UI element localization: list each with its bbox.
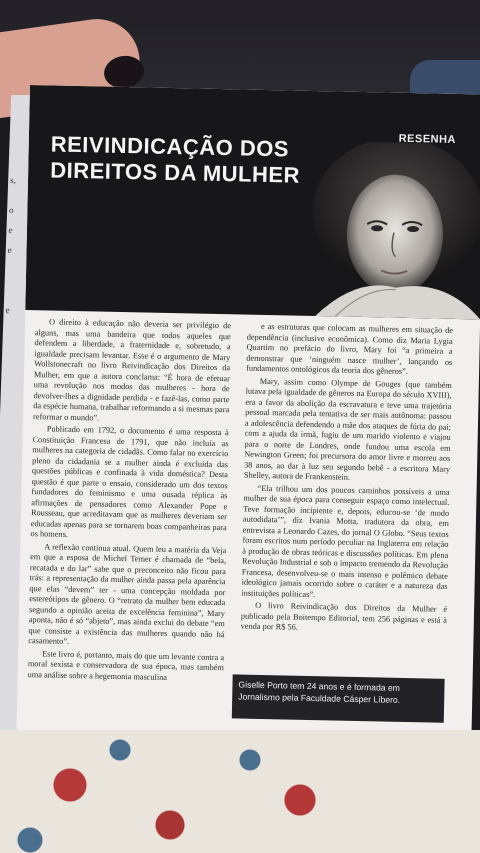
left-page-fragment: e [8, 225, 13, 235]
left-page-fragment: e [5, 305, 10, 315]
title-line-2: DIREITOS DA MULHER [49, 157, 301, 188]
paragraph: O livro Reivindicação dos Direitos da Mulher é publicado pela Boitempo Editorial, tem 256 páginas e está à venda por R$ 56. [240, 600, 448, 632]
paragraph: “Ela trilhou um dos poucos caminhos possíveis a uma mulher de sua época para conseguir espaço como intelectual. Teve formação incipiente e, depois, educou-se ‘de modo autodidata’”, diz Ivania Motta, tradutora da obra, em entrevista a Leonardo Cazes, do jornal O Globo. “Seus textos foram escritos num período peculiar na Inglaterra em relação à produção de obras teóricas e discussões políticas. Em plena Revolução Industrial e sob o impacto tremendo da Revolução Francesa, desenvolveu-se o mais intenso e polêmico debate ideológico jamais ocorrido sobre o caráter e a natureza das instituições políticas”. [241, 483, 450, 599]
paragraph: Publicado em 1792, o documento é uma resposta à Constituição Francesa de 1791, que não incluía as mulheres na categoria de cidadãs. Como falar no exercício pleno da cidadania se a mulher ainda é excluída das questões públicas e confinada à vida doméstica? Desta questão é que parte o ensaio, considerado um dos textos fundadores do feminismo e uma ousada réplica às afirmações de pensadores como Alexander Pope e Rousseau, que acreditavam que as mulheres deveriam ser educadas apenas para se tornarem boas companheiras para os homens. [30, 424, 229, 539]
paragraph: O direito à educação não deveria ser privilégio de alguns, mas uma bandeira que todos aqueles que defendem a liberdade, a fraternidade e, sobretudo, a igualdade precisam levantar. Esse é o argumento de Mary Wollstonecraft no livro Reivindicação dos Direitos da Mulher, em que a autora conclama: “É hora de efetuar uma revolução nos modos das mulheres - hora de devolver-lhes a dignidade perdida - e fazê-las, como parte da espécie humana, trabalhar reformando a si mesmas para reformar o mundo”. [32, 317, 232, 423]
author-bio-box: Giselle Porto tem 24 anos e é formada em Jornalismo pela Faculdade Cásper Líbero. [232, 674, 445, 722]
floral-fabric [0, 730, 480, 853]
portrait-engraving [275, 140, 480, 319]
left-page-fragment: s, [10, 175, 17, 185]
article-column-right [241, 322, 453, 639]
left-page-fragment: o [8, 205, 14, 215]
article-title [50, 131, 301, 188]
left-page-fragment: e [7, 245, 12, 255]
paragraph: Mary, assim como Olympe de Gouges (que também lutava pela igualdade de gêneros na Europa do século XVIII), era a favor da abolição da escravatura e teve uma trajetória pessoal marcada pela tentativa de ser mais autônoma: passou a adolescência defendendo a mãe dos ataques de fúria do pai; com a ajuda da irmã, fugiu de um marido violento e viajou para o norte de Londres, onde fundou uma escola em Newington Green; foi precursora do amor livre e morreu aos 38 anos, ao dar à luz seu segundo bebê - a escritora Mary Shelley, autora de Frankenstein. [243, 376, 452, 482]
section-tag: RESENHA [398, 132, 457, 146]
paragraph: e as estruturas que colocam as mulheres em situação de dependência (inclusive econômica). Como diz Maria Lygia Quartim no prefácio do livro, Mary foi “a primeira a demonstrar que ‘ninguém nasce mulher’, lançando os fundamentos ontológicos da teoria dos gêneros”. [246, 321, 454, 376]
paragraph: Este livro é, portanto, mais do que um levante contra a moral sexista e conservadora de sua época, mas também uma análise sobre a hegemonia masculina [27, 648, 225, 682]
title-line-1: REIVINDICAÇÃO DOS [50, 131, 290, 162]
magazine-page [16, 85, 480, 774]
article-column-left [27, 317, 231, 686]
paragraph: A reflexão continua atual. Quem leu a matéria da Veja em que a esposa de Michel Temer é chamada de “bela, recatada e do lar” sabe que o preconceito não ficou para trás: a representação da mulher ainda passa pela aparência que elas “devem” ter - uma concepção moldada por estereótipos de gênero. O “retrato da mulher bem educada segundo a opinião aceita de excelência feminina”, Mary aponta, não é só “abjeto”, mas ainda exclui do debate “em que consiste a existência das mulheres quando não há casamento”. [28, 541, 227, 646]
article-header [25, 85, 480, 319]
